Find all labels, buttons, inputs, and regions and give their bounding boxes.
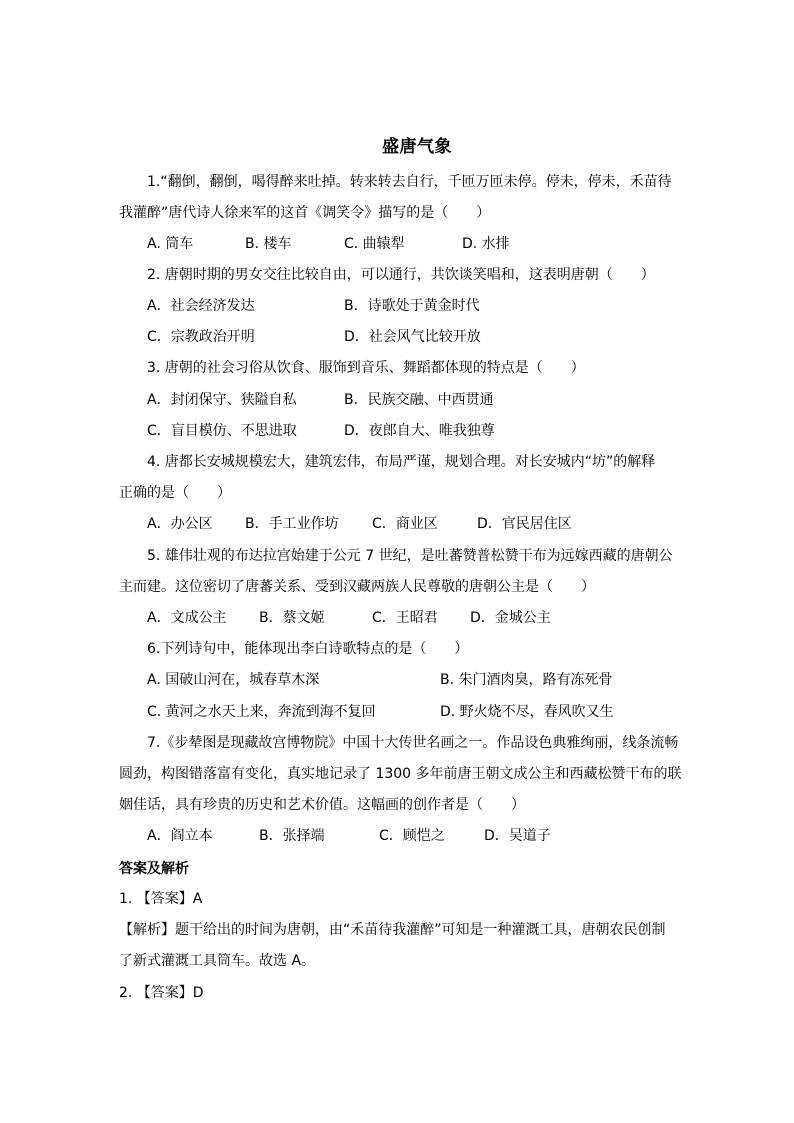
question-6-option-b: B. 朱门酒肉臭，路有冻死骨 (440, 672, 613, 688)
question-5-option-d: D．金城公主 (470, 610, 551, 626)
answers-heading: 答案及解析 (119, 861, 189, 877)
question-7-option-c: C．顾恺之 (379, 828, 445, 844)
question-4-option-b: B．手工业作坊 (245, 516, 339, 532)
question-7-line-2: 圆劲，构图错落富有变化，真实地记录了 1300 多年前唐王朝文成公主和西藏松赞干布的联 (119, 766, 682, 782)
question-4-line-2: 正确的是（ ） (119, 485, 231, 501)
question-1-line-1: 1.“翻倒，翻倒，喝得醉来吐掉。转来转去自行，千匝万匝未停。停未，停未，禾苗待 (147, 174, 672, 190)
question-3-option-a: A．封闭保守、狭隘自私 (147, 392, 297, 408)
question-2-line-1: 2. 唐朝时期的男女交往比较自由，可以通行，共饮谈笑唱和，这表明唐朝（ ） (147, 267, 655, 283)
question-3-line-1: 3. 唐朝的社会习俗从饮食、服饰到音乐、舞蹈都体现的特点是（ ） (147, 360, 585, 376)
question-3-option-c: C．盲目模仿、不思进取 (147, 423, 297, 439)
question-6-line-1: 6.下列诗句中，能体现出李白诗歌特点的是（ ） (147, 641, 469, 657)
question-5-line-1: 5. 雄伟壮观的布达拉宫始建于公元 7 世纪，是吐蕃赞普松赞干布为远嫁西藏的唐朝公 (147, 548, 673, 564)
answer-2: 2. 【答案】D (119, 985, 204, 1001)
question-2-option-a: A．社会经济发达 (147, 298, 255, 314)
question-6-option-d: D. 野火烧不尽，春风吹又生 (440, 704, 614, 720)
question-3-option-b: B．民族交融、中西贯通 (344, 392, 494, 408)
question-4-option-a: A．办公区 (147, 516, 213, 532)
page-title: 盛唐气象 (382, 137, 452, 157)
question-2-option-c: C．宗教政治开明 (147, 329, 255, 345)
question-1-option-c: C. 曲辕犁 (344, 236, 405, 252)
question-7-option-d: D．吴道子 (484, 828, 551, 844)
question-1-option-b: B. 楼车 (245, 236, 292, 252)
question-7-line-3: 姻佳话，具有珍贵的历史和艺术价值。这幅画的创作者是（ ） (119, 797, 525, 813)
question-6-option-c: C. 黄河之水天上来，奔流到海不复回 (147, 704, 376, 720)
question-1-option-d: D. 水排 (462, 236, 510, 252)
answer-1: 1. 【答案】A (119, 891, 203, 907)
question-5-option-c: C．王昭君 (372, 610, 438, 626)
question-4-option-d: D．官民居住区 (477, 516, 572, 532)
question-2-option-b: B．诗歌处于黄金时代 (344, 298, 480, 314)
question-6-option-a: A. 国破山河在，城春草木深 (147, 672, 320, 688)
question-7-option-b: B．张择端 (259, 828, 325, 844)
question-7-option-a: A．阎立本 (147, 828, 213, 844)
question-5-option-a: A．文成公主 (147, 610, 227, 626)
question-5-option-b: B．蔡文姬 (259, 610, 325, 626)
question-4-option-c: C．商业区 (372, 516, 438, 532)
question-1-option-a: A. 筒车 (147, 236, 194, 252)
answer-1-analysis-line-2: 了新式灌溉工具筒车。故选 A。 (119, 953, 316, 969)
question-7-line-1: 7.《步辇图是现藏故宫博物院》中国十大传世名画之一。作品设色典雅绚丽，线条流畅 (147, 735, 679, 751)
question-1-line-2: 我灌醉”唐代诗人徐来军的这首《调笑令》描写的是（ ） (119, 205, 491, 221)
question-3-option-d: D．夜郎自大、唯我独尊 (344, 423, 495, 439)
question-2-option-d: D．社会风气比较开放 (344, 329, 481, 345)
question-4-line-1: 4. 唐都长安城规模宏大，建筑宏伟，布局严谨，规划合理。对长安城内“坊”的解释 (147, 454, 656, 470)
answer-1-analysis-line-1: 【解析】题干给出的时间为唐朝，由“禾苗待我灌醉”可知是一种灌溉工具，唐朝农民创制 (119, 922, 666, 938)
question-5-line-2: 主而建。这位密切了唐蕃关系、受到汉藏两族人民尊敬的唐朝公主是（ ） (119, 579, 595, 595)
